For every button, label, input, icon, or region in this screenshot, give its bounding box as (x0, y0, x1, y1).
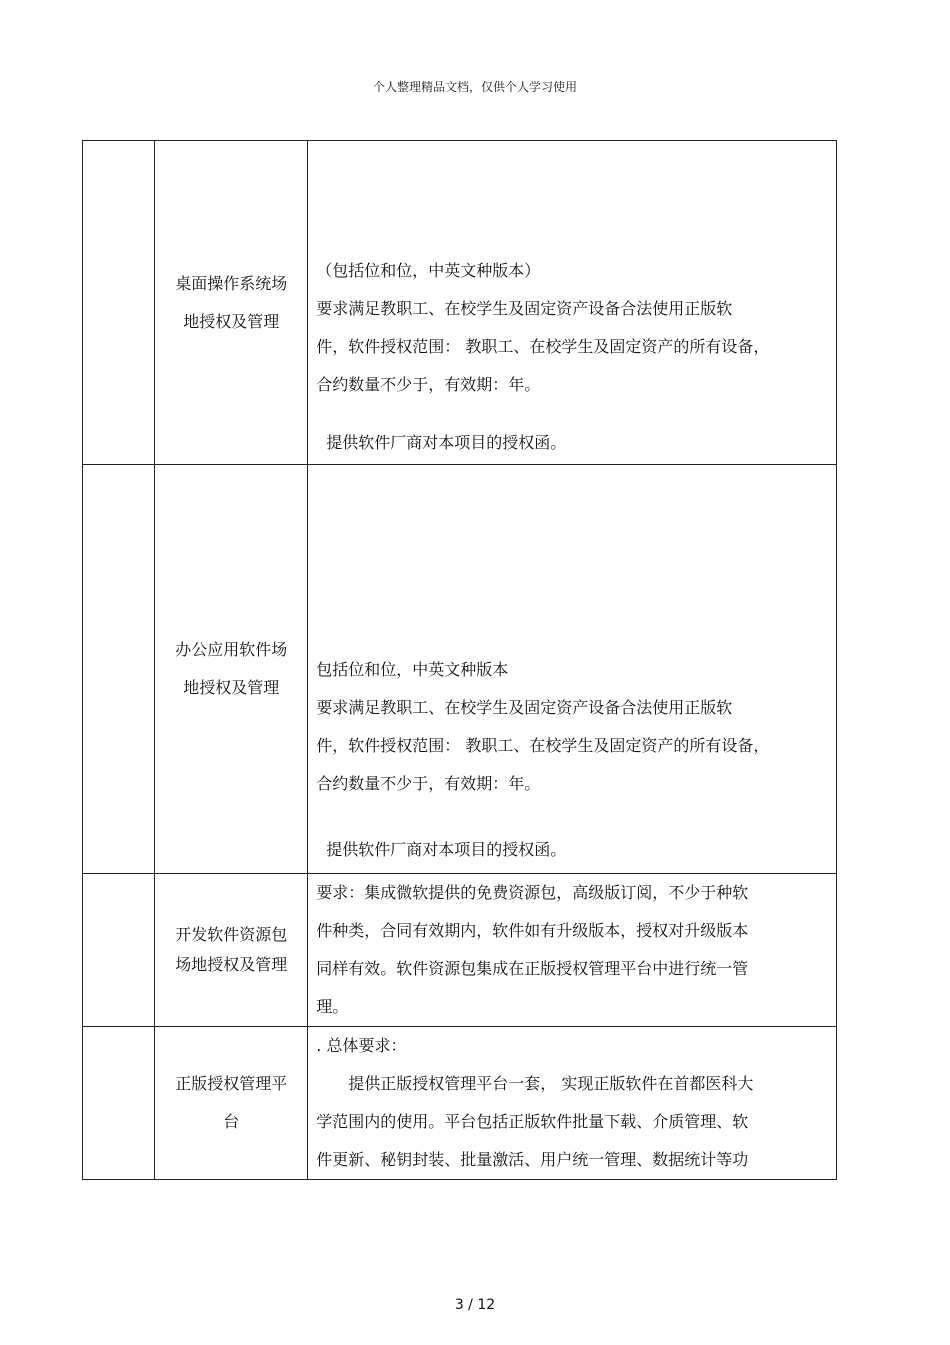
item-name-line: 地授权及管理 (183, 678, 280, 697)
item-name-line: 场地授权及管理 (175, 955, 288, 974)
item-name-line: 办公应用软件场 (175, 640, 288, 659)
desc-line: （包括位和位，中英文种版本） (316, 261, 541, 280)
item-desc-cell (308, 141, 837, 465)
table-row (83, 465, 837, 874)
item-name-cell (155, 1027, 308, 1180)
item-name-line: 开发软件资源包 (175, 925, 288, 944)
desc-line: 件种类，合同有效期内，软件如有升级版本，授权对升级版本 (316, 921, 749, 940)
item-name-line: 台 (223, 1112, 240, 1131)
item-desc-cell (308, 465, 837, 874)
table-row (83, 1027, 837, 1180)
desc-line: 提供软件厂商对本项目的授权函。 (326, 840, 567, 859)
desc-line: 要求满足教职工、在校学生及固定资产设备合法使用正版软 (316, 698, 733, 717)
desc-line: 件，软件授权范围： 教职工、在校学生及固定资产的所有设备， (316, 337, 770, 356)
page-header-note: 个人整理精品文档，仅供个人学习使用 (372, 80, 577, 94)
desc-line: 提供正版授权管理平台一套， 实现正版软件在首都医科大 (348, 1074, 754, 1093)
index-cell (83, 1027, 155, 1180)
desc-line: 学范围内的使用。平台包括正版软件批量下载、介质管理、软 (316, 1112, 749, 1131)
index-cell (83, 874, 155, 1027)
desc-line: 同样有效。软件资源包集成在正版授权管理平台中进行统一管 (316, 959, 749, 978)
table-row (83, 874, 837, 1027)
requirements-table (82, 140, 837, 1180)
desc-line: 件更新、秘钥封装、批量激活、用户统一管理、数据统计等功 (316, 1150, 749, 1169)
desc-line: 要求满足教职工、在校学生及固定资产设备合法使用正版软 (316, 299, 733, 318)
desc-line: 包括位和位，中英文种版本 (316, 660, 509, 679)
index-cell (83, 141, 155, 465)
item-desc-cell (308, 874, 837, 1027)
item-name-cell (155, 874, 308, 1027)
item-name-line: 桌面操作系统场 (175, 273, 288, 293)
item-desc-cell (308, 1027, 837, 1180)
item-name-line: 正版授权管理平 (175, 1074, 288, 1093)
desc-line: 合约数量不少于，有效期：年。 (316, 375, 541, 394)
desc-line: 提供软件厂商对本项目的授权函。 (326, 433, 567, 452)
desc-line: 合约数量不少于，有效期：年。 (316, 774, 541, 793)
table-row (83, 141, 837, 465)
item-name-cell (155, 141, 308, 465)
item-name-line: 地授权及管理 (183, 311, 280, 331)
desc-line: 件，软件授权范围： 教职工、在校学生及固定资产的所有设备， (316, 736, 770, 755)
index-cell (83, 465, 155, 874)
page-number: 3 / 12 (454, 1297, 496, 1313)
desc-line: 要求：集成微软提供的免费资源包，高级版订阅，不少于种软 (316, 883, 749, 902)
desc-line: . 总体要求： (316, 1036, 407, 1055)
desc-line: 理。 (316, 997, 349, 1016)
item-name-cell (155, 465, 308, 874)
